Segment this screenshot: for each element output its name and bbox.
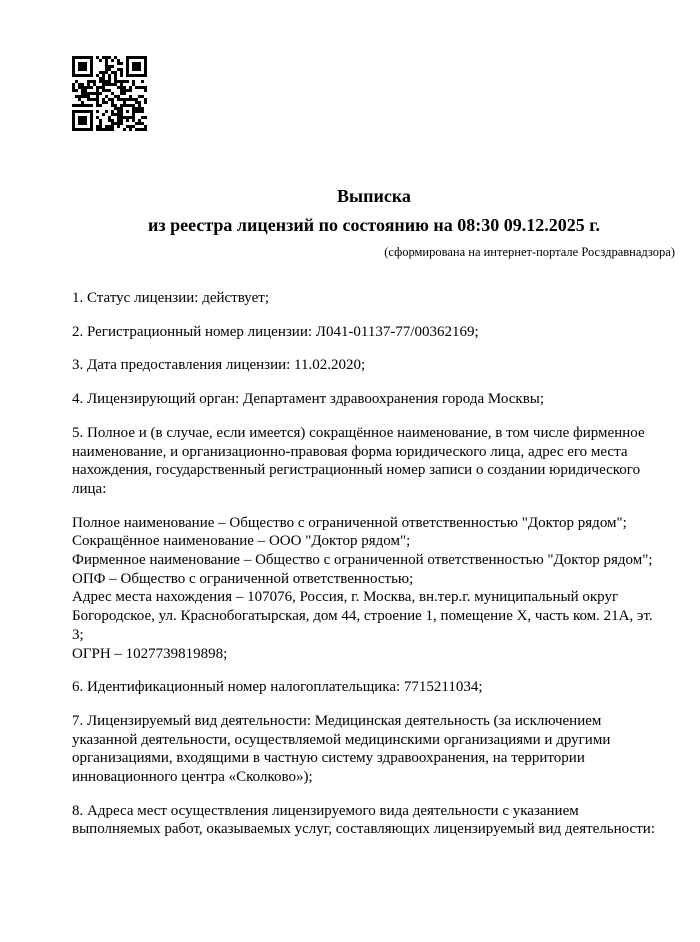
formation-note: (сформирована на интернет-портале Росздравнадзора) (384, 245, 675, 259)
paragraph-status: 1. Статус лицензии: действует; (72, 290, 269, 306)
title-line-2: из реестра лицензий по состоянию на 08:30 09.12.2025 г. (148, 215, 600, 235)
document-body (72, 289, 664, 854)
qr-code-icon (72, 56, 150, 134)
paragraph-names-details: Полное наименование – Общество с ограниченной ответственностью "Доктор рядом"; Сокращённое наименование – ООО "Доктор рядом"; Фирменное наименование – Общество с ограниченной ответственностью "Доктор рядом"; ОПФ – Общество с ограниченной ответственностью; Адрес места нахождения – 107076, Россия, г. Москва, вн.тер.г. муниципальный округ Богородское, ул. Краснобогатырская, дом 44, строение 1, помещение X, часть ком. 21А, эт. 3; ОГРН – 1027739819898; (72, 514, 653, 662)
paragraph-activity-type: 7. Лицензируемый вид деятельности: Медицинская деятельность (за исключением указанной деятельности, осуществляемой медицинскими организациями и другими организациями, входящими в частную систему здравоохранения, на территории инновационного центра «Сколково»); (72, 712, 611, 786)
paragraph-licensing-authority: 4. Лицензирующий орган: Департамент здравоохранения города Москвы; (72, 391, 545, 408)
paragraph-reg-number: 2. Регистрационный номер лицензии: Л041-01137-77/00362169; (72, 323, 479, 340)
paragraph-inn: 6. Идентификационный номер налогоплательщика: 7715211034; (72, 679, 483, 696)
paragraph-names-intro: 5. Полное и (в случае, если имеется) сокращённое наименование, в том числе фирменное наименование, и организационно-правовая форма юридического лица, адрес его места нахождения, государственный регистрационный номер записи о создании юридического лица: (72, 424, 645, 497)
paragraph-grant-date: 3. Дата предоставления лицензии: 11.02.2020; (72, 357, 366, 374)
title-line-1: Выписка (337, 186, 411, 206)
paragraph-addresses-intro: 8. Адреса мест осуществления лицензируемого вида деятельности с указанием выполняемых работ, оказываемых услуг, составляющих лицензируемый вид деятельности: (72, 802, 655, 838)
document-title (72, 182, 676, 240)
